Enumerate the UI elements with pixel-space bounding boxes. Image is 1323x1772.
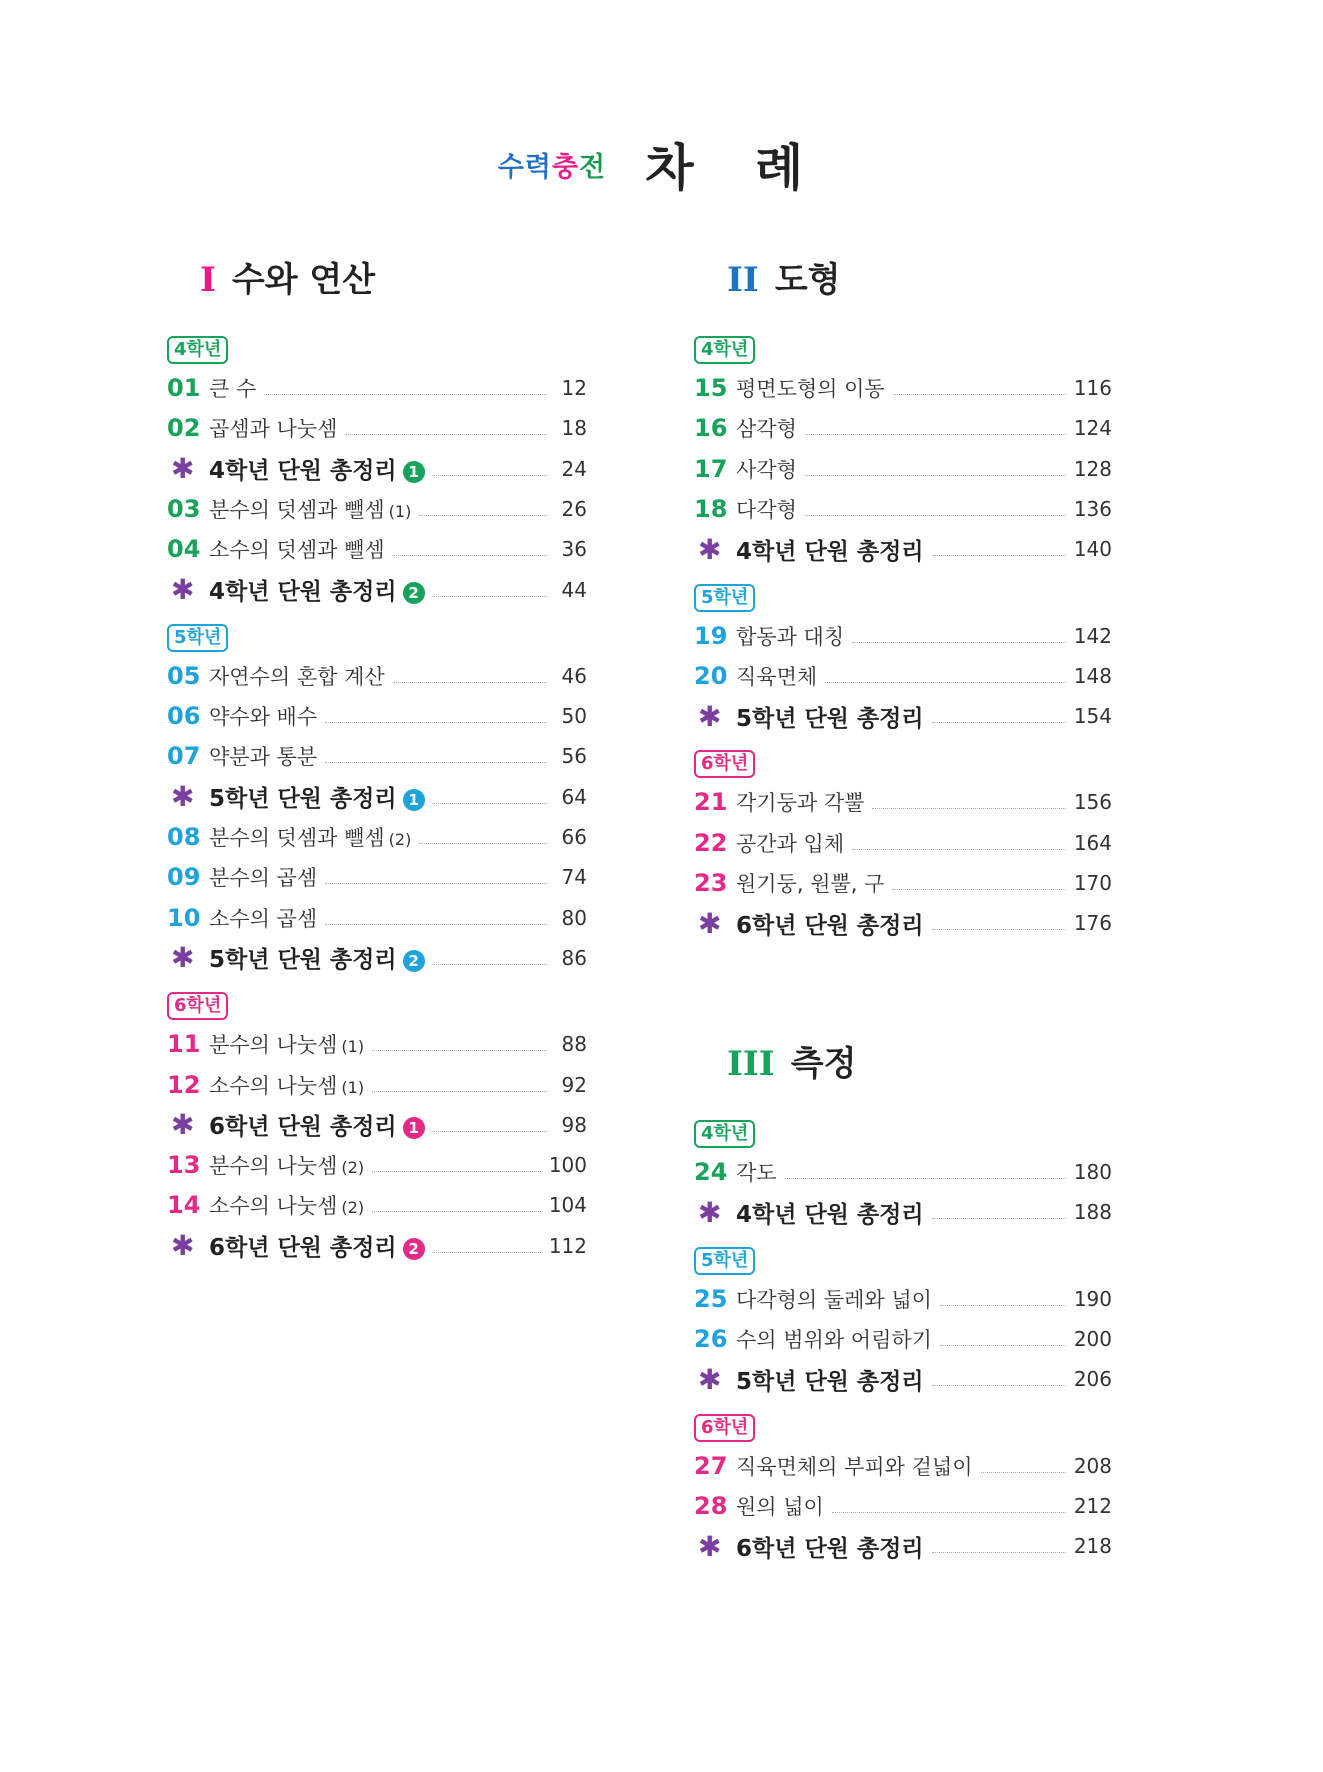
toc-entry[interactable] [694, 370, 1112, 406]
chapter-title [209, 822, 411, 852]
chapter-number: 23 [694, 869, 728, 897]
chapter-title [209, 1029, 364, 1059]
section-numeral: II [727, 260, 759, 300]
review-entry[interactable] [167, 572, 587, 608]
chapter-number: 26 [694, 1324, 728, 1353]
toc-entry[interactable] [694, 658, 1112, 694]
page-number: 200 [1073, 1326, 1112, 1351]
chapter-title-text: 곱셈과 나눗셈 [209, 417, 338, 442]
chapter-title [209, 373, 256, 403]
chapter-number: 09 [167, 863, 201, 892]
toc-entry[interactable] [694, 1448, 1112, 1484]
chapter-title-text: 4학년 단원 총정리 [209, 579, 397, 605]
page-number: 212 [1073, 1493, 1112, 1518]
page-number: 112 [548, 1233, 587, 1258]
chapter-title [736, 1196, 924, 1229]
toc-entry[interactable] [694, 1154, 1112, 1190]
leader-dots [832, 1511, 1066, 1513]
chapter-title-text: 5학년 단원 총정리 [736, 705, 924, 732]
chapter-title-text: 수의 범위와 어림하기 [736, 1327, 932, 1352]
leader-dots [325, 761, 547, 763]
leader-dots [419, 514, 547, 516]
chapter-title-text: 4학년 단원 총정리 [736, 1201, 924, 1228]
chapter-title-text: 공간과 입체 [736, 831, 845, 856]
leader-dots [932, 928, 1066, 930]
grade-label: 4학년 [694, 1120, 755, 1148]
toc-entry[interactable] [167, 531, 587, 567]
chapter-title [736, 661, 817, 691]
leader-dots [805, 474, 1066, 476]
chapter-title [209, 452, 425, 485]
review-entry[interactable] [694, 531, 1112, 567]
leader-dots [433, 595, 547, 597]
asterisk-icon: ✱ [171, 1108, 195, 1142]
chapter-title [209, 1150, 364, 1180]
asterisk-icon: ✱ [698, 906, 722, 940]
review-entry[interactable] [694, 698, 1112, 734]
chapter-title [209, 1070, 364, 1100]
chapter-title [209, 780, 425, 813]
chapter-title-text: 약분과 통분 [209, 745, 318, 770]
page-header [0, 128, 1323, 200]
leader-dots [433, 474, 547, 476]
asterisk-icon: ✱ [171, 941, 195, 975]
review-entry[interactable] [694, 905, 1112, 941]
chapter-part: (1) [341, 1037, 365, 1057]
toc-entry[interactable] [694, 1321, 1112, 1357]
chapter-number: 20 [694, 661, 728, 690]
page-number: 136 [1073, 496, 1112, 521]
page-number: 176 [1073, 911, 1112, 936]
chapter-title-text: 5학년 단원 총정리 [736, 1368, 924, 1395]
chapter-title-text: 소수의 곱셈 [209, 906, 318, 931]
page-number: 80 [561, 905, 587, 930]
section-name: 수와 연산 [231, 260, 376, 300]
number-badge-icon: 2 [403, 950, 425, 972]
chapter-number: 19 [694, 621, 728, 650]
page-number: 56 [561, 744, 587, 769]
grade-label: 6학년 [694, 750, 755, 778]
page-number: 86 [561, 945, 587, 970]
grade-label: 5학년 [167, 624, 228, 652]
chapter-title [736, 373, 885, 403]
chapter-title-text: 직육면체 [736, 664, 818, 689]
toc-entry[interactable] [694, 618, 1112, 654]
chapter-title [209, 862, 317, 892]
chapter-title [209, 1229, 425, 1262]
review-entry[interactable] [167, 1107, 587, 1143]
toc-entry[interactable] [694, 1281, 1112, 1317]
chapter-title-text: 다각형 [736, 497, 797, 522]
page-number: 156 [1073, 790, 1112, 815]
chapter-title-text: 6학년 단원 총정리 [209, 1114, 397, 1141]
chapter-title [209, 1190, 364, 1220]
page-number: 104 [548, 1193, 587, 1218]
leader-dots [433, 963, 547, 965]
chapter-part: (2) [388, 830, 412, 849]
chapter-title-text: 소수의 나눗셈 [209, 1073, 338, 1098]
toc-entry[interactable] [167, 658, 587, 694]
leader-dots [325, 882, 547, 884]
chapter-title-text: 소수의 덧셈과 뺄셈 [209, 538, 385, 563]
section-name: 측정 [790, 1044, 857, 1084]
chapter-title [736, 413, 797, 443]
asterisk-icon: ✱ [698, 699, 722, 733]
page-number: 26 [561, 496, 587, 521]
leader-dots [805, 433, 1066, 435]
chapter-title-text: 5학년 단원 총정리 [209, 786, 397, 813]
page-number: 180 [1073, 1160, 1112, 1184]
section-title [727, 1042, 856, 1086]
page-number: 46 [561, 663, 587, 688]
chapter-number: 03 [167, 494, 201, 523]
page-number: 188 [1073, 1200, 1112, 1225]
chapter-number: 11 [167, 1030, 201, 1059]
chapter-title-text: 다각형의 둘레와 넓이 [736, 1287, 932, 1312]
logo-part-3: 전 [579, 151, 607, 183]
leader-dots [419, 842, 547, 844]
toc-entry[interactable] [167, 1147, 587, 1183]
page-number: 170 [1073, 871, 1112, 895]
toc-entry[interactable] [694, 491, 1112, 527]
chapter-title [209, 941, 425, 974]
section-numeral: I [200, 260, 216, 300]
series-logo [498, 145, 606, 184]
chapter-part: (2) [341, 1198, 365, 1218]
asterisk-icon: ✱ [698, 532, 722, 566]
leader-dots [372, 1210, 541, 1212]
chapter-title-text: 4학년 단원 총정리 [736, 538, 924, 565]
chapter-title-text: 합동과 대칭 [736, 624, 845, 649]
review-entry[interactable] [694, 1361, 1112, 1397]
leader-dots [852, 641, 1066, 643]
page-number: 88 [561, 1032, 587, 1057]
page-number: 142 [1073, 623, 1112, 648]
toc-entry[interactable] [694, 784, 1112, 820]
toc-entry[interactable] [167, 819, 587, 855]
chapter-number: 21 [694, 788, 728, 817]
chapter-title [209, 741, 317, 771]
chapter-title [736, 533, 924, 566]
asterisk-icon: ✱ [171, 573, 195, 606]
chapter-title [736, 1530, 924, 1563]
chapter-title [209, 661, 385, 691]
section-title [727, 258, 841, 302]
grade-label: 5학년 [694, 584, 755, 612]
toc-entry[interactable] [167, 370, 587, 406]
leader-dots [372, 1170, 541, 1172]
page-number: 24 [561, 456, 587, 481]
chapter-title-text: 원의 넓이 [736, 1494, 824, 1519]
chapter-title [209, 494, 411, 524]
chapter-number: 08 [167, 823, 201, 851]
number-badge-icon: 1 [403, 461, 425, 483]
chapter-title [736, 700, 924, 733]
chapter-title [209, 903, 317, 933]
chapter-number: 27 [694, 1451, 728, 1480]
chapter-number: 22 [694, 828, 728, 857]
page-number: 74 [561, 865, 587, 890]
chapter-number: 16 [694, 414, 728, 443]
leader-dots [932, 1551, 1066, 1553]
page-number: 66 [561, 825, 587, 849]
page-number: 98 [561, 1112, 587, 1137]
asterisk-icon: ✱ [698, 1529, 722, 1563]
chapter-title-text: 평면도형의 이동 [736, 377, 885, 401]
toc-entry[interactable] [694, 451, 1112, 487]
page-number: 116 [1073, 376, 1112, 400]
toc-entry[interactable] [694, 825, 1112, 861]
asterisk-icon: ✱ [698, 1362, 722, 1396]
number-badge-icon: 1 [403, 789, 425, 811]
leader-dots [433, 1130, 547, 1132]
page-number: 44 [561, 577, 587, 602]
page-number: 100 [548, 1153, 587, 1178]
chapter-title [736, 787, 864, 817]
chapter-number: 13 [167, 1151, 201, 1180]
chapter-title-text: 6학년 단원 총정리 [736, 1535, 924, 1562]
chapter-part: (1) [388, 501, 412, 521]
leader-dots [433, 802, 547, 804]
leader-dots [852, 848, 1066, 850]
number-badge-icon: 1 [403, 1117, 425, 1139]
chapter-title-text: 원기둥, 원뿔, 구 [736, 872, 885, 896]
grade-label: 6학년 [167, 992, 228, 1020]
page-number: 128 [1073, 456, 1112, 481]
chapter-title-text: 소수의 나눗셈 [209, 1194, 338, 1219]
chapter-title-text: 큰 수 [209, 377, 257, 401]
page-number: 36 [561, 537, 587, 562]
chapter-title-text: 직육면체의 부피와 겉넓이 [736, 1454, 973, 1479]
section-numeral: III [727, 1044, 775, 1084]
leader-dots [325, 923, 547, 925]
leader-dots [805, 514, 1066, 516]
leader-dots [872, 807, 1065, 809]
leader-dots [393, 554, 547, 556]
chapter-title-text: 분수의 나눗셈 [209, 1154, 338, 1179]
chapter-number: 06 [167, 702, 201, 731]
chapter-title [736, 1491, 824, 1521]
leader-dots [932, 1217, 1066, 1219]
grade-label: 5학년 [694, 1247, 755, 1275]
toc-entry[interactable] [694, 865, 1112, 901]
asterisk-icon: ✱ [698, 1195, 722, 1229]
chapter-title-text: 자연수의 혼합 계산 [209, 664, 385, 689]
leader-dots [940, 1304, 1066, 1306]
chapter-title-text: 각기둥과 각뿔 [736, 791, 865, 816]
chapter-number: 14 [167, 1191, 201, 1220]
grade-label: 6학년 [694, 1414, 755, 1442]
leader-dots [825, 681, 1066, 683]
review-entry[interactable] [694, 1528, 1112, 1564]
chapter-title [736, 1324, 932, 1354]
leader-dots [932, 554, 1066, 556]
leader-dots [932, 721, 1066, 723]
chapter-title [209, 573, 425, 606]
page-number: 206 [1073, 1367, 1112, 1392]
chapter-title-text: 분수의 나눗셈 [209, 1033, 338, 1058]
toc-entry[interactable] [167, 410, 587, 446]
toc-entry[interactable] [167, 1026, 587, 1062]
chapter-number: 12 [167, 1070, 201, 1099]
chapter-title [736, 907, 924, 940]
review-entry[interactable] [167, 451, 587, 487]
page-number: 64 [561, 784, 587, 809]
page-number: 18 [561, 416, 587, 441]
leader-dots [892, 888, 1065, 890]
leader-dots [393, 681, 547, 683]
page-number: 154 [1073, 704, 1112, 729]
logo-part-2: 충 [551, 151, 580, 183]
page-number: 218 [1073, 1534, 1112, 1559]
chapter-title [736, 828, 844, 858]
chapter-title-text: 4학년 단원 총정리 [209, 458, 397, 485]
chapter-title-text: 6학년 단원 총정리 [736, 912, 924, 939]
toc-entry[interactable] [167, 1067, 587, 1103]
leader-dots [785, 1177, 1066, 1179]
asterisk-icon: ✱ [171, 780, 195, 814]
leader-dots [932, 1384, 1066, 1386]
toc-entry[interactable] [167, 491, 587, 527]
chapter-number: 01 [167, 374, 201, 402]
chapter-title-text: 6학년 단원 총정리 [209, 1235, 397, 1262]
toc-entry[interactable] [167, 738, 587, 774]
chapter-number: 15 [694, 374, 728, 402]
chapter-title [736, 1157, 777, 1187]
chapter-number: 24 [694, 1158, 728, 1186]
asterisk-icon: ✱ [171, 1229, 195, 1263]
chapter-title-text: 분수의 덧셈과 뺄셈 [209, 826, 385, 850]
chapter-title [209, 701, 317, 731]
leader-dots [345, 433, 547, 435]
page-number: 190 [1073, 1286, 1112, 1311]
review-entry[interactable] [167, 779, 587, 815]
review-entry[interactable] [167, 940, 587, 976]
toc-entry[interactable] [167, 698, 587, 734]
chapter-number: 25 [694, 1284, 728, 1313]
leader-dots [372, 1090, 547, 1092]
chapter-title [209, 1108, 425, 1141]
chapter-title [209, 413, 337, 443]
page-number: 140 [1073, 537, 1112, 562]
chapter-number: 17 [694, 454, 728, 483]
page-title: 차 례 [645, 139, 826, 197]
page-number: 208 [1073, 1453, 1112, 1478]
chapter-part: (2) [341, 1158, 365, 1178]
toc-entry[interactable] [694, 410, 1112, 446]
chapter-title [736, 1451, 973, 1481]
chapter-number: 04 [167, 535, 201, 564]
page-number: 124 [1073, 416, 1112, 441]
chapter-title [736, 494, 797, 524]
grade-label: 4학년 [167, 336, 228, 364]
chapter-title [736, 621, 844, 651]
asterisk-icon: ✱ [171, 452, 195, 486]
page-number: 164 [1073, 830, 1112, 855]
leader-dots [264, 393, 547, 395]
chapter-title [209, 534, 385, 564]
page-number: 148 [1073, 663, 1112, 688]
chapter-number: 18 [694, 494, 728, 523]
chapter-title-text: 5학년 단원 총정리 [209, 947, 397, 974]
leader-dots [940, 1344, 1066, 1346]
chapter-title [736, 868, 884, 898]
logo-part-1: 수력 [497, 151, 552, 183]
leader-dots [893, 393, 1066, 395]
section-name: 도형 [774, 260, 841, 300]
leader-dots [433, 1251, 541, 1253]
page-number: 50 [561, 704, 587, 729]
chapter-title [736, 454, 797, 484]
toc-entry[interactable] [167, 900, 587, 936]
review-entry[interactable] [167, 1228, 587, 1264]
chapter-number: 28 [694, 1491, 728, 1520]
leader-dots [372, 1049, 547, 1051]
chapter-number: 07 [167, 742, 201, 771]
chapter-title-text: 각도 [736, 1161, 777, 1185]
toc-entry[interactable] [167, 1187, 587, 1223]
chapter-title-text: 약수와 배수 [209, 705, 318, 730]
chapter-number: 10 [167, 903, 201, 932]
number-badge-icon: 2 [403, 582, 425, 604]
chapter-part: (1) [341, 1077, 365, 1097]
chapter-title-text: 삼각형 [736, 417, 797, 442]
chapter-number: 02 [167, 414, 201, 443]
review-entry[interactable] [694, 1194, 1112, 1230]
page-number: 92 [561, 1072, 587, 1097]
toc-entry[interactable] [694, 1488, 1112, 1524]
number-badge-icon: 2 [403, 1238, 425, 1260]
page-number: 12 [561, 376, 587, 400]
chapter-title-text: 분수의 곱셈 [209, 866, 318, 891]
section-title [200, 258, 375, 302]
chapter-title-text: 분수의 덧셈과 뺄셈 [209, 497, 385, 522]
chapter-number: 05 [167, 661, 201, 690]
leader-dots [325, 721, 547, 723]
grade-label: 4학년 [694, 336, 755, 364]
chapter-title-text: 사각형 [736, 457, 797, 482]
toc-entry[interactable] [167, 859, 587, 895]
chapter-title [736, 1363, 924, 1396]
leader-dots [981, 1471, 1066, 1473]
chapter-title [736, 1284, 932, 1314]
